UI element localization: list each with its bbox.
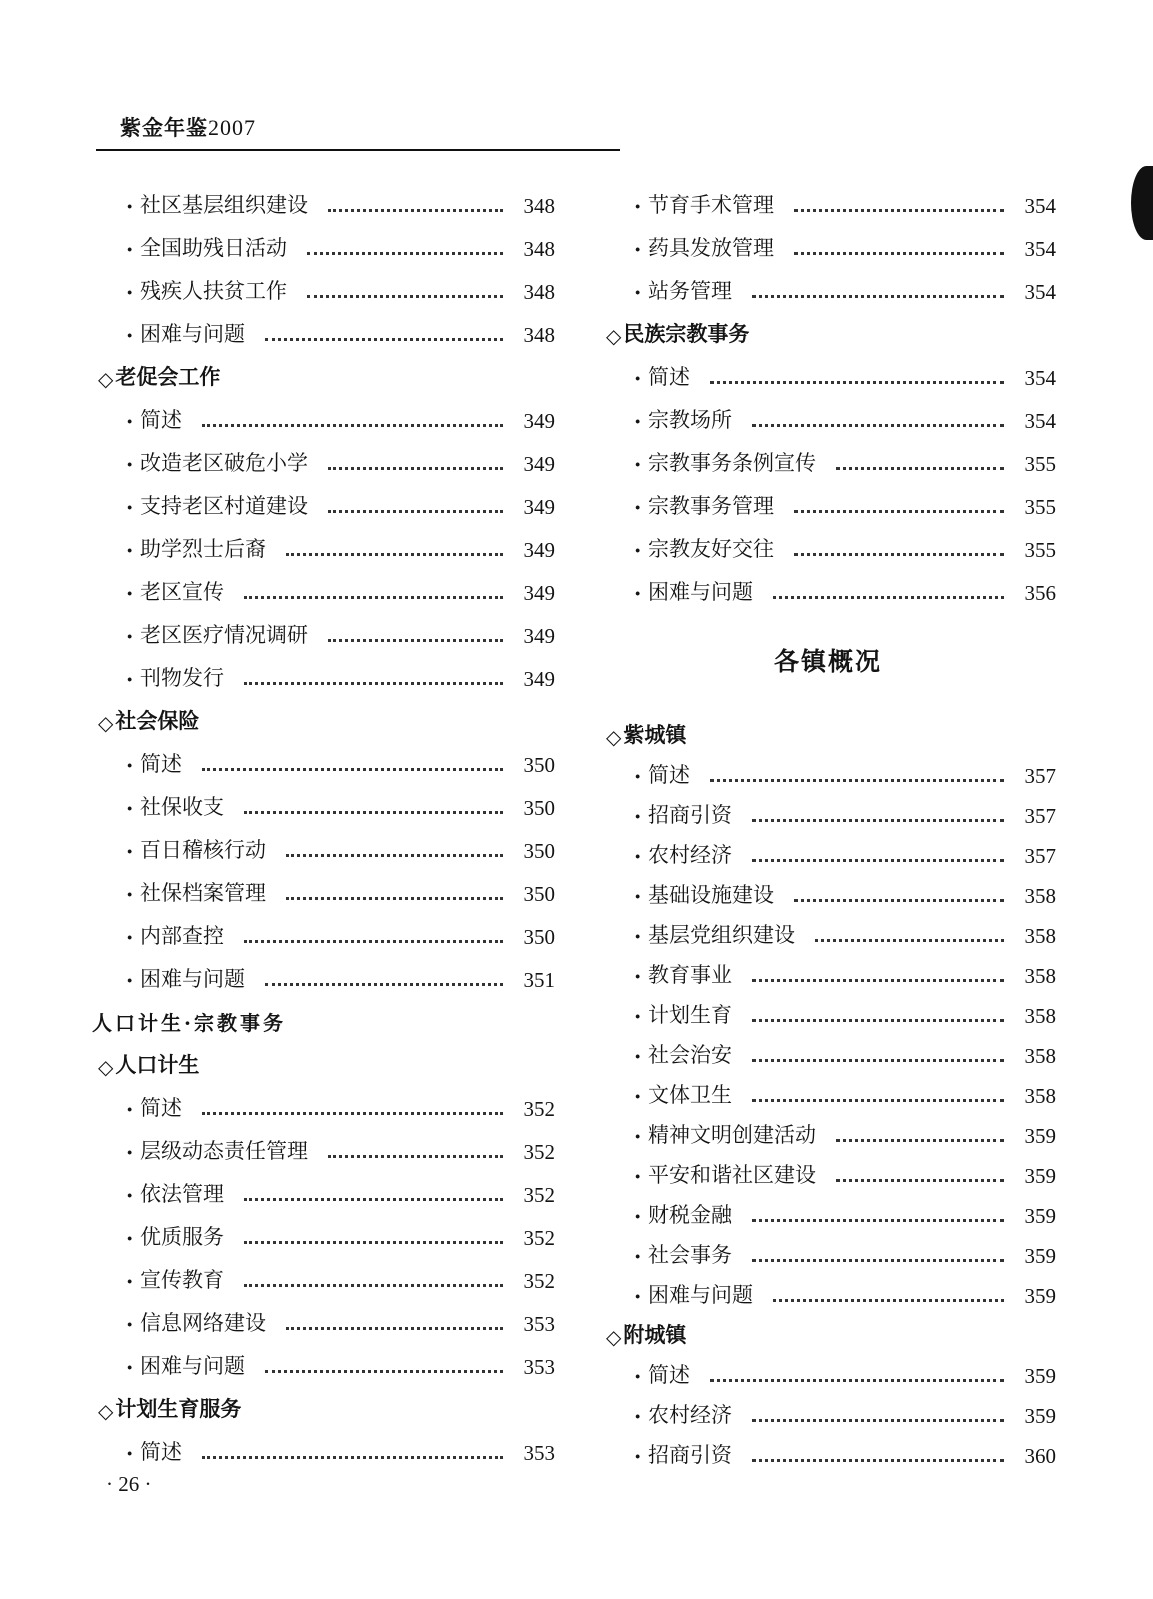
section-title: 紫城镇 [623, 722, 687, 747]
bullet-dot: · [634, 1164, 642, 1189]
entry-page-number: 349 [523, 538, 555, 562]
dot-leader [265, 982, 503, 986]
section-heading [92, 1380, 555, 1423]
entry-title: 招商引资 [648, 803, 732, 827]
dot-leader [836, 1178, 1004, 1182]
toc-entry[interactable] [600, 1189, 1056, 1229]
bullet-dot: · [126, 1140, 134, 1165]
bullet-dot: · [634, 237, 642, 262]
toc-entry[interactable] [92, 219, 555, 262]
toc-entry[interactable] [92, 950, 555, 993]
entry-title: 依法管理 [140, 1182, 224, 1206]
entry-page-number: 354 [1024, 194, 1056, 218]
section-title: 民族宗教事务 [623, 321, 750, 346]
dot-leader [710, 1378, 1004, 1382]
toc-entry[interactable] [92, 821, 555, 864]
dot-leader [202, 423, 503, 427]
dot-leader [794, 898, 1004, 902]
dot-leader [752, 818, 1004, 822]
part-heading [92, 993, 555, 1036]
bullet-dot: · [634, 1084, 642, 1109]
entry-page-number: 359 [1024, 1124, 1056, 1148]
toc-entry[interactable] [600, 869, 1056, 909]
section-heading [92, 1036, 555, 1079]
dot-leader [752, 294, 1004, 298]
dot-leader [752, 1218, 1004, 1222]
toc-entry[interactable] [92, 864, 555, 907]
toc-entry[interactable] [92, 1079, 555, 1122]
toc-entry[interactable] [92, 778, 555, 821]
entry-page-number: 352 [523, 1097, 555, 1121]
bullet-dot: · [634, 1284, 642, 1309]
toc-entry[interactable] [600, 949, 1056, 989]
entry-page-number: 359 [1024, 1364, 1056, 1388]
toc-entry[interactable] [92, 434, 555, 477]
diamond-marker: ◇ [98, 1055, 114, 1079]
bullet-dot: · [634, 495, 642, 520]
toc-entry[interactable] [600, 1389, 1056, 1429]
entry-page-number: 358 [1024, 924, 1056, 948]
bullet-dot: · [634, 1004, 642, 1029]
toc-entry[interactable] [92, 1423, 555, 1466]
toc-entry[interactable] [92, 520, 555, 563]
entry-title: 社会治安 [648, 1043, 732, 1067]
entry-page-number: 358 [1024, 884, 1056, 908]
entry-page-number: 352 [523, 1183, 555, 1207]
entry-title: 招商引资 [648, 1443, 732, 1467]
entry-title: 百日稽核行动 [140, 838, 266, 862]
dot-leader [244, 810, 503, 814]
entry-page-number: 350 [523, 882, 555, 906]
toc-entry[interactable] [92, 176, 555, 219]
section-title: 附城镇 [623, 1322, 687, 1347]
bullet-dot: · [634, 764, 642, 789]
toc-entry[interactable] [92, 1165, 555, 1208]
entry-page-number: 356 [1024, 581, 1056, 605]
dot-leader [710, 380, 1004, 384]
entry-page-number: 351 [523, 968, 555, 992]
toc-right-column [600, 176, 1056, 1469]
bullet-dot: · [634, 280, 642, 305]
toc-entry[interactable] [92, 563, 555, 606]
entry-page-number: 359 [1024, 1164, 1056, 1188]
toc-entry[interactable] [600, 262, 1056, 305]
toc-entry[interactable] [92, 477, 555, 520]
bullet-dot: · [126, 882, 134, 907]
bullet-dot: · [634, 1204, 642, 1229]
entry-page-number: 349 [523, 624, 555, 648]
entry-page-number: 354 [1024, 409, 1056, 433]
dot-leader [836, 1138, 1004, 1142]
entry-title: 宗教事务条例宣传 [648, 451, 816, 475]
entry-page-number: 354 [1024, 237, 1056, 261]
diamond-marker: ◇ [606, 324, 622, 348]
section-heading [92, 692, 555, 735]
entry-title: 简述 [140, 408, 182, 432]
entry-title: 支持老区村道建设 [140, 494, 308, 518]
dot-leader [244, 1240, 503, 1244]
toc-entry[interactable] [600, 909, 1056, 949]
toc-entry[interactable] [92, 606, 555, 649]
entry-page-number: 358 [1024, 1004, 1056, 1028]
toc-entry[interactable] [600, 1149, 1056, 1189]
entry-title: 简述 [140, 1440, 182, 1464]
dot-leader [752, 1018, 1004, 1022]
dot-leader [265, 337, 503, 341]
dot-leader [752, 1098, 1004, 1102]
entry-title: 优质服务 [140, 1225, 224, 1249]
bullet-dot: · [126, 323, 134, 348]
entry-title: 宣传教育 [140, 1268, 224, 1292]
dot-leader [794, 552, 1004, 556]
bullet-dot: · [126, 796, 134, 821]
section-heading [600, 706, 1056, 749]
entry-title: 宗教事务管理 [648, 494, 774, 518]
entry-title: 计划生育 [648, 1003, 732, 1027]
entry-title: 简述 [648, 365, 690, 389]
bullet-dot: · [126, 624, 134, 649]
bullet-dot: · [634, 804, 642, 829]
entry-page-number: 349 [523, 495, 555, 519]
scan-edge-mark [1131, 166, 1153, 240]
entry-title: 困难与问题 [648, 1283, 753, 1307]
entry-title: 困难与问题 [140, 322, 245, 346]
dot-leader [265, 1369, 503, 1373]
entry-page-number: 348 [523, 323, 555, 347]
entry-title: 文体卫生 [648, 1083, 732, 1107]
toc-entry[interactable] [600, 1229, 1056, 1269]
toc-entry[interactable] [92, 735, 555, 778]
entry-title: 助学烈士后裔 [140, 537, 266, 561]
diamond-marker: ◇ [98, 711, 114, 735]
chapter-title-text: 各镇概况 [773, 647, 882, 676]
dot-leader [286, 896, 503, 900]
toc-entry[interactable] [600, 434, 1056, 477]
dot-leader [752, 1418, 1004, 1422]
entry-title: 药具发放管理 [648, 236, 774, 260]
entry-title: 宗教场所 [648, 408, 732, 432]
diamond-marker: ◇ [606, 1325, 622, 1349]
bullet-dot: · [634, 924, 642, 949]
section-title: 老促会工作 [115, 364, 221, 389]
toc-entry[interactable] [600, 477, 1056, 520]
bullet-dot: · [126, 1441, 134, 1466]
bullet-dot: · [126, 968, 134, 993]
bullet-dot: · [126, 1269, 134, 1294]
toc-entry[interactable] [600, 219, 1056, 262]
toc-entry[interactable] [92, 649, 555, 692]
toc-entry[interactable] [600, 1269, 1056, 1309]
bullet-dot: · [634, 409, 642, 434]
bullet-dot: · [634, 366, 642, 391]
entry-page-number: 353 [523, 1441, 555, 1465]
dot-leader [328, 208, 503, 212]
bullet-dot: · [634, 884, 642, 909]
bullet-dot: · [126, 237, 134, 262]
toc-entry[interactable] [92, 1294, 555, 1337]
entry-title: 财税金融 [648, 1203, 732, 1227]
dot-leader [752, 1458, 1004, 1462]
entry-page-number: 349 [523, 452, 555, 476]
dot-leader [244, 681, 503, 685]
bullet-dot: · [126, 409, 134, 434]
bullet-dot: · [126, 1312, 134, 1337]
dot-leader [815, 938, 1004, 942]
toc-entry[interactable] [600, 563, 1056, 606]
bullet-dot: · [126, 667, 134, 692]
bullet-dot: · [126, 1355, 134, 1380]
toc-entry[interactable] [600, 989, 1056, 1029]
bullet-dot: · [126, 495, 134, 520]
bullet-dot: · [126, 280, 134, 305]
bullet-dot: · [634, 964, 642, 989]
entry-page-number: 354 [1024, 280, 1056, 304]
entry-page-number: 355 [1024, 538, 1056, 562]
section-title: 社会保险 [115, 708, 200, 733]
section-title: 计划生育服务 [115, 1396, 242, 1421]
toc-entry[interactable] [92, 1337, 555, 1380]
bullet-dot: · [634, 1404, 642, 1429]
toc-entry[interactable] [600, 1029, 1056, 1069]
dot-leader [286, 853, 503, 857]
dot-leader [752, 1058, 1004, 1062]
section-title: 人口计生 [115, 1052, 200, 1077]
running-head [120, 112, 256, 142]
bullet-dot: · [634, 581, 642, 606]
entry-title: 基层党组织建设 [648, 923, 795, 947]
bullet-dot: · [634, 1124, 642, 1149]
entry-page-number: 359 [1024, 1204, 1056, 1228]
yearbook-year: 2007 [208, 115, 256, 140]
entry-page-number: 357 [1024, 804, 1056, 828]
entry-page-number: 358 [1024, 1084, 1056, 1108]
entry-page-number: 348 [523, 237, 555, 261]
entry-page-number: 353 [523, 1312, 555, 1336]
bullet-dot: · [634, 194, 642, 219]
section-heading [600, 305, 1056, 348]
dot-leader [752, 858, 1004, 862]
dot-leader [328, 638, 503, 642]
dot-leader [202, 767, 503, 771]
entry-page-number: 350 [523, 796, 555, 820]
toc-entry[interactable] [92, 907, 555, 950]
entry-title: 层级动态责任管理 [140, 1139, 308, 1163]
dot-leader [328, 509, 503, 513]
dot-leader [773, 1298, 1004, 1302]
bullet-dot: · [126, 753, 134, 778]
dot-leader [286, 1326, 503, 1330]
entry-page-number: 354 [1024, 366, 1056, 390]
toc-entry[interactable] [600, 348, 1056, 391]
bullet-dot: · [634, 1364, 642, 1389]
dot-leader [244, 1197, 503, 1201]
entry-title: 农村经济 [648, 843, 732, 867]
bullet-dot: · [126, 1097, 134, 1122]
dot-leader [752, 1258, 1004, 1262]
entry-title: 内部查控 [140, 924, 224, 948]
toc-entry[interactable] [600, 1109, 1056, 1149]
dot-leader [710, 778, 1004, 782]
toc-entry[interactable] [600, 749, 1056, 789]
entry-title: 站务管理 [648, 279, 732, 303]
entry-page-number: 353 [523, 1355, 555, 1379]
entry-page-number: 358 [1024, 964, 1056, 988]
entry-title: 简述 [140, 752, 182, 776]
bullet-dot: · [126, 839, 134, 864]
entry-page-number: 357 [1024, 764, 1056, 788]
chapter-title [600, 606, 1056, 706]
bullet-dot: · [126, 1226, 134, 1251]
entry-title: 社会事务 [648, 1243, 732, 1267]
toc-left-column [92, 176, 555, 1466]
entry-title: 教育事业 [648, 963, 732, 987]
entry-page-number: 359 [1024, 1404, 1056, 1428]
entry-title: 宗教友好交往 [648, 537, 774, 561]
entry-title: 全国助残日活动 [140, 236, 287, 260]
entry-title: 简述 [648, 763, 690, 787]
dot-leader [286, 552, 503, 556]
entry-page-number: 350 [523, 753, 555, 777]
entry-page-number: 348 [523, 280, 555, 304]
entry-page-number: 355 [1024, 495, 1056, 519]
toc-entry[interactable] [600, 789, 1056, 829]
toc-entry[interactable] [92, 1122, 555, 1165]
entry-page-number: 349 [523, 667, 555, 691]
toc-entry[interactable] [92, 1208, 555, 1251]
bullet-dot: · [634, 1444, 642, 1469]
entry-page-number: 350 [523, 925, 555, 949]
entry-page-number: 349 [523, 409, 555, 433]
bullet-dot: · [634, 1244, 642, 1269]
entry-title: 困难与问题 [140, 967, 245, 991]
bullet-dot: · [634, 452, 642, 477]
entry-title: 基础设施建设 [648, 883, 774, 907]
toc-entry[interactable] [600, 1069, 1056, 1109]
dot-leader [752, 423, 1004, 427]
toc-entry[interactable] [92, 1251, 555, 1294]
entry-title: 信息网络建设 [140, 1311, 266, 1335]
section-heading [92, 348, 555, 391]
entry-title: 社区基层组织建设 [140, 193, 308, 217]
section-heading [600, 1309, 1056, 1349]
toc-entry[interactable] [92, 262, 555, 305]
bullet-dot: · [126, 538, 134, 563]
entry-title: 社保档案管理 [140, 881, 266, 905]
diamond-marker: ◇ [98, 1399, 114, 1423]
entry-title: 老区宣传 [140, 580, 224, 604]
entry-title: 简述 [140, 1096, 182, 1120]
dot-leader [244, 939, 503, 943]
entry-page-number: 352 [523, 1226, 555, 1250]
dot-leader [244, 595, 503, 599]
bullet-dot: · [126, 452, 134, 477]
bullet-dot: · [634, 538, 642, 563]
entry-title: 简述 [648, 1363, 690, 1387]
diamond-marker: ◇ [98, 367, 114, 391]
dot-leader [328, 1154, 503, 1158]
bullet-dot: · [634, 844, 642, 869]
page-number: · 26 · [106, 1472, 152, 1496]
toc-entry[interactable] [600, 1349, 1056, 1389]
toc-entry[interactable] [600, 520, 1056, 563]
entry-page-number: 350 [523, 839, 555, 863]
yearbook-title: 紫金年鉴 [120, 115, 208, 140]
dot-leader [773, 595, 1004, 599]
dot-leader [307, 294, 503, 298]
entry-page-number: 358 [1024, 1044, 1056, 1068]
bullet-dot: · [126, 194, 134, 219]
entry-title: 困难与问题 [648, 580, 753, 604]
entry-page-number: 352 [523, 1140, 555, 1164]
dot-leader [836, 466, 1004, 470]
entry-page-number: 348 [523, 194, 555, 218]
toc-entry[interactable] [92, 391, 555, 434]
entry-title: 残疾人扶贫工作 [140, 279, 287, 303]
entry-title: 刊物发行 [140, 666, 224, 690]
toc-entry[interactable] [600, 176, 1056, 219]
dot-leader [202, 1111, 503, 1115]
part-title: 人口计生·宗教事务 [92, 1011, 286, 1035]
toc-entry[interactable] [600, 391, 1056, 434]
toc-entry[interactable] [92, 305, 555, 348]
entry-title: 社保收支 [140, 795, 224, 819]
entry-title: 农村经济 [648, 1403, 732, 1427]
entry-title: 老区医疗情况调研 [140, 623, 308, 647]
entry-title: 精神文明创建活动 [648, 1123, 816, 1147]
dot-leader [307, 251, 503, 255]
bullet-dot: · [126, 1183, 134, 1208]
entry-page-number: 359 [1024, 1244, 1056, 1268]
diamond-marker: ◇ [606, 725, 622, 749]
dot-leader [794, 251, 1004, 255]
entry-page-number: 357 [1024, 844, 1056, 868]
entry-page-number: 355 [1024, 452, 1056, 476]
entry-page-number: 349 [523, 581, 555, 605]
toc-entry[interactable] [600, 1429, 1056, 1469]
dot-leader [328, 466, 503, 470]
entry-title: 节育手术管理 [648, 193, 774, 217]
entry-page-number: 359 [1024, 1284, 1056, 1308]
dot-leader [752, 978, 1004, 982]
dot-leader [794, 509, 1004, 513]
entry-title: 困难与问题 [140, 1354, 245, 1378]
entry-page-number: 352 [523, 1269, 555, 1293]
entry-page-number: 360 [1024, 1444, 1056, 1468]
entry-title: 平安和谐社区建设 [648, 1163, 816, 1187]
bullet-dot: · [126, 581, 134, 606]
entry-title: 改造老区破危小学 [140, 451, 308, 475]
dot-leader [202, 1455, 503, 1459]
dot-leader [244, 1283, 503, 1287]
header-rule [96, 149, 620, 151]
dot-leader [794, 208, 1004, 212]
bullet-dot: · [634, 1044, 642, 1069]
toc-entry[interactable] [600, 829, 1056, 869]
bullet-dot: · [126, 925, 134, 950]
